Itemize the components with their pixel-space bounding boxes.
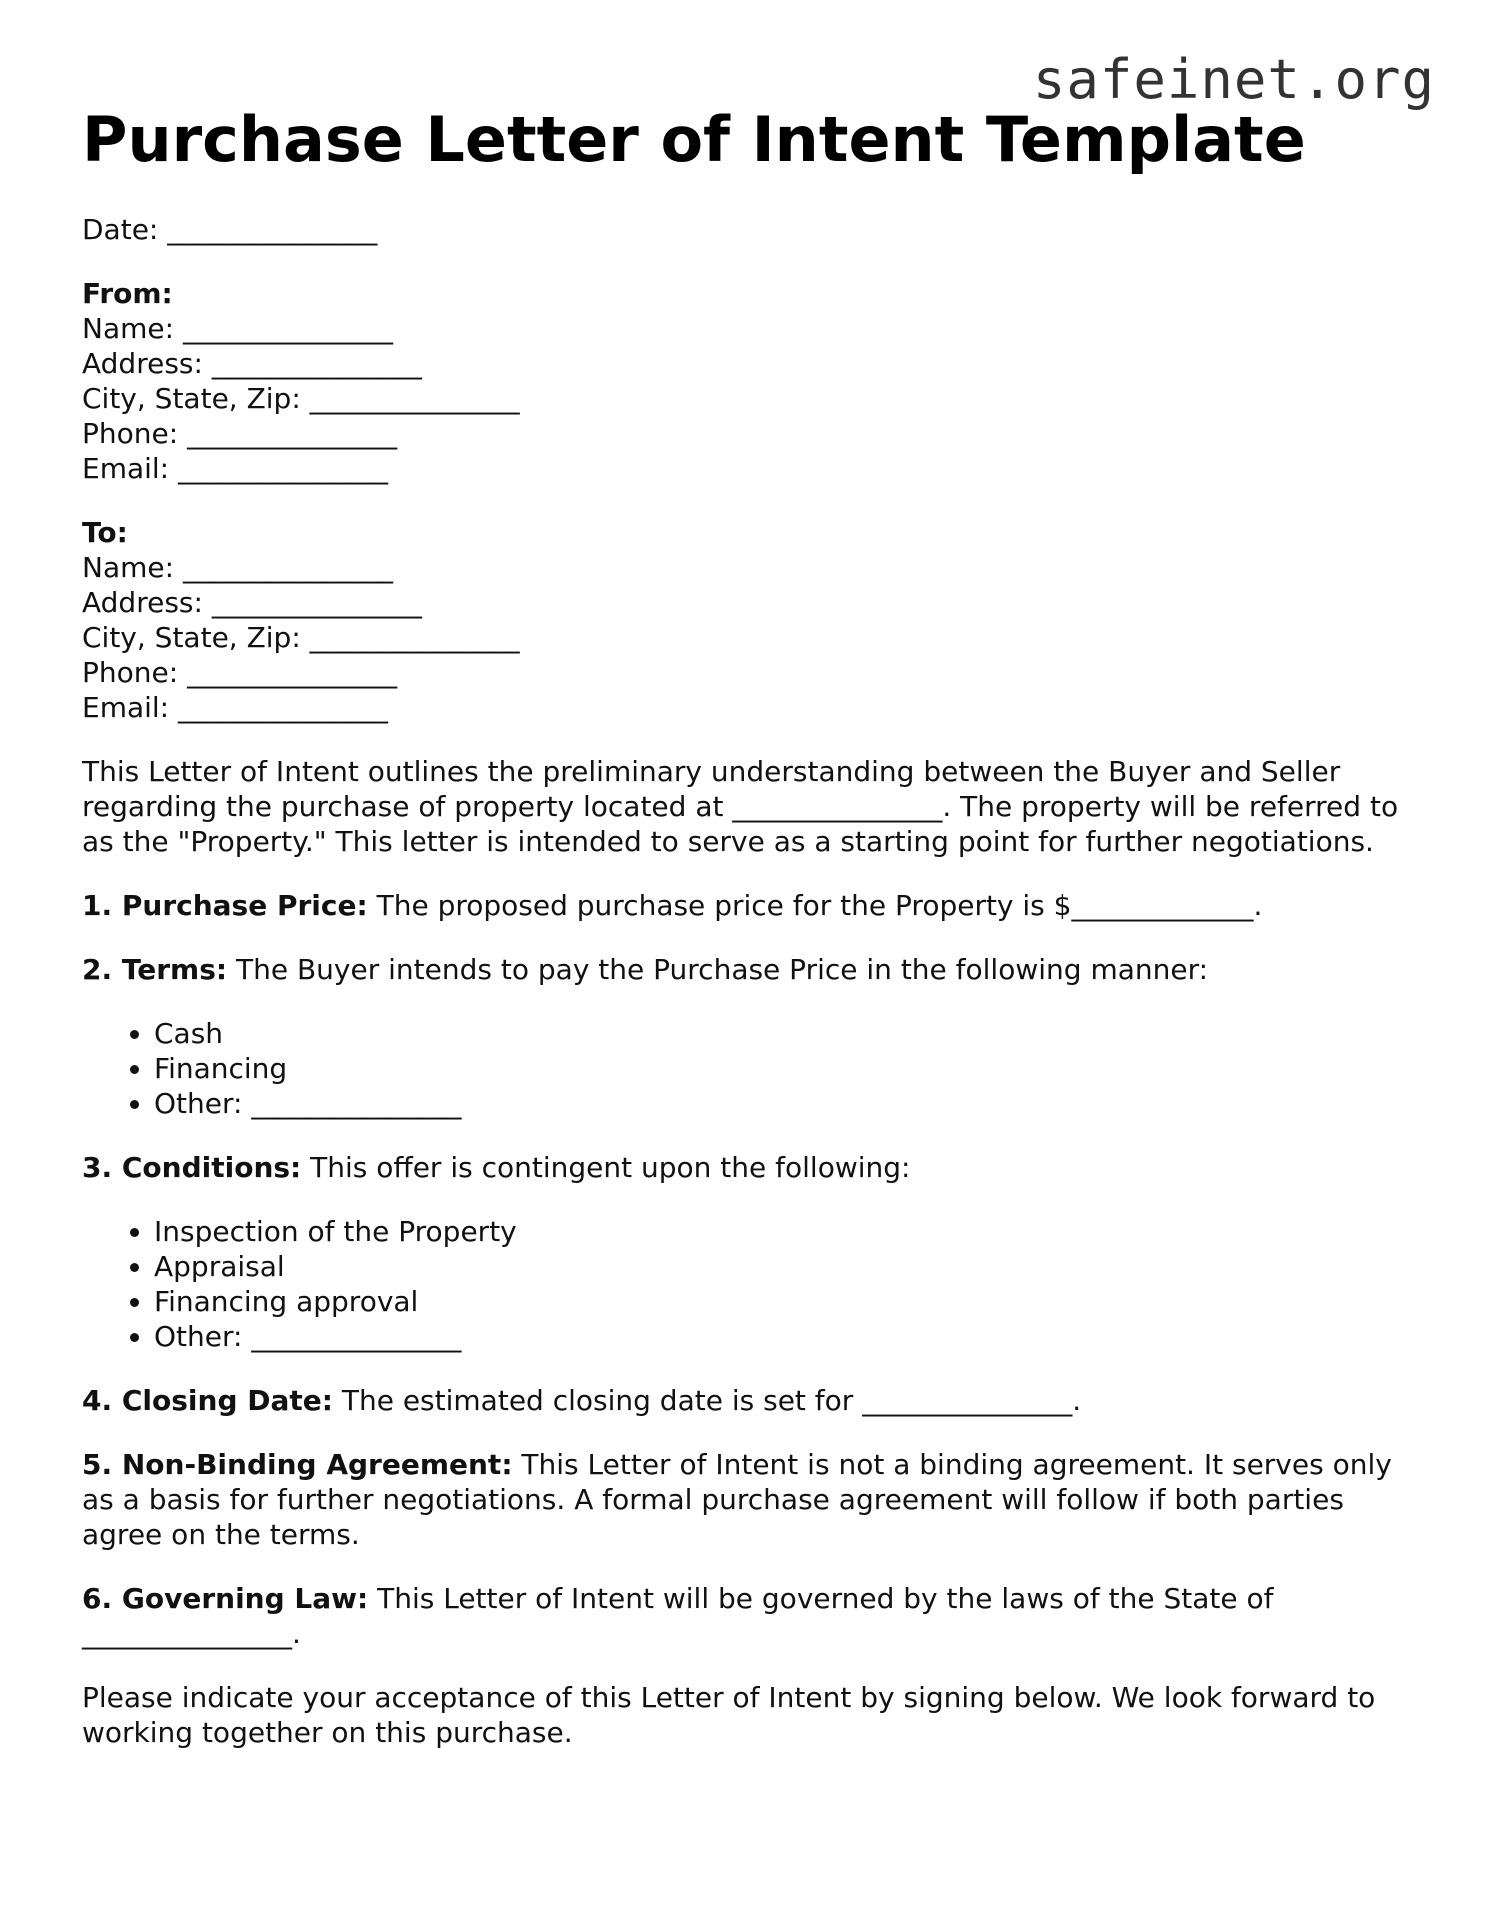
section-closing-date	[82, 1383, 1422, 1418]
section-text: This Letter of Intent is not a binding agreement. It serves only as a basis for further negotiations. A formal purchase agreement will follow if both parties agree on the terms.	[82, 1448, 1392, 1551]
to-phone: Phone: _______________	[82, 656, 398, 689]
from-heading: From:	[82, 277, 173, 310]
watermark: safeinet.org	[1032, 48, 1435, 111]
list-item: • Other: _______________	[154, 1086, 1422, 1121]
to-email: Email: _______________	[82, 691, 389, 724]
from-name: Name: _______________	[82, 312, 393, 345]
section-label: 4. Closing Date:	[82, 1384, 333, 1417]
document-body	[82, 212, 1422, 1779]
date-line: Date: _______________	[82, 213, 378, 246]
to-address: Address: _______________	[82, 586, 422, 619]
conditions-list	[82, 1214, 1422, 1354]
section-text: The Buyer intends to pay the Purchase Price in the following manner:	[227, 953, 1209, 986]
section-text: The estimated closing date is set for _______________.	[332, 1384, 1082, 1417]
section-purchase-price	[82, 888, 1422, 923]
list-item: • Other: _______________	[154, 1319, 1422, 1354]
section-text: This Letter of Intent will be governed by the laws of the State of _______________.	[82, 1582, 1274, 1650]
terms-list	[82, 1016, 1422, 1121]
list-item: • Inspection of the Property	[154, 1214, 1422, 1249]
section-label: 5. Non-Binding Agreement:	[82, 1448, 513, 1481]
section-text: This offer is contingent upon the following:	[301, 1151, 911, 1184]
section-terms	[82, 952, 1422, 987]
section-governing-law	[82, 1581, 1422, 1651]
intro-paragraph: This Letter of Intent outlines the preliminary understanding between the Buyer and Seller regarding the purchase of property located at _______________. The property will be referred to as the "Property." This letter is intended to serve as a starting point for further negotiations.	[82, 755, 1399, 858]
to-block	[82, 515, 1422, 725]
section-label: 6. Governing Law:	[82, 1582, 369, 1615]
from-phone: Phone: _______________	[82, 417, 398, 450]
to-name: Name: _______________	[82, 551, 393, 584]
list-item: • Cash	[154, 1016, 1422, 1051]
closing-paragraph: Please indicate your acceptance of this Letter of Intent by signing below. We look forward to working together on this purchase.	[82, 1681, 1376, 1749]
from-email: Email: _______________	[82, 452, 389, 485]
section-label: 3. Conditions:	[82, 1151, 302, 1184]
section-text: The proposed purchase price for the Property is $_____________.	[367, 889, 1263, 922]
list-item: • Financing approval	[154, 1284, 1422, 1319]
section-conditions	[82, 1150, 1422, 1185]
from-address: Address: _______________	[82, 347, 422, 380]
section-label: 1. Purchase Price:	[82, 889, 368, 922]
to-city-state-zip: City, State, Zip: _______________	[82, 621, 520, 654]
list-item: • Financing	[154, 1051, 1422, 1086]
page-title: Purchase Letter of Intent Template	[82, 103, 1306, 176]
section-label: 2. Terms:	[82, 953, 228, 986]
section-non-binding	[82, 1447, 1422, 1552]
to-heading: To:	[82, 516, 128, 549]
list-item: • Appraisal	[154, 1249, 1422, 1284]
from-block	[82, 276, 1422, 486]
from-city-state-zip: City, State, Zip: _______________	[82, 382, 520, 415]
